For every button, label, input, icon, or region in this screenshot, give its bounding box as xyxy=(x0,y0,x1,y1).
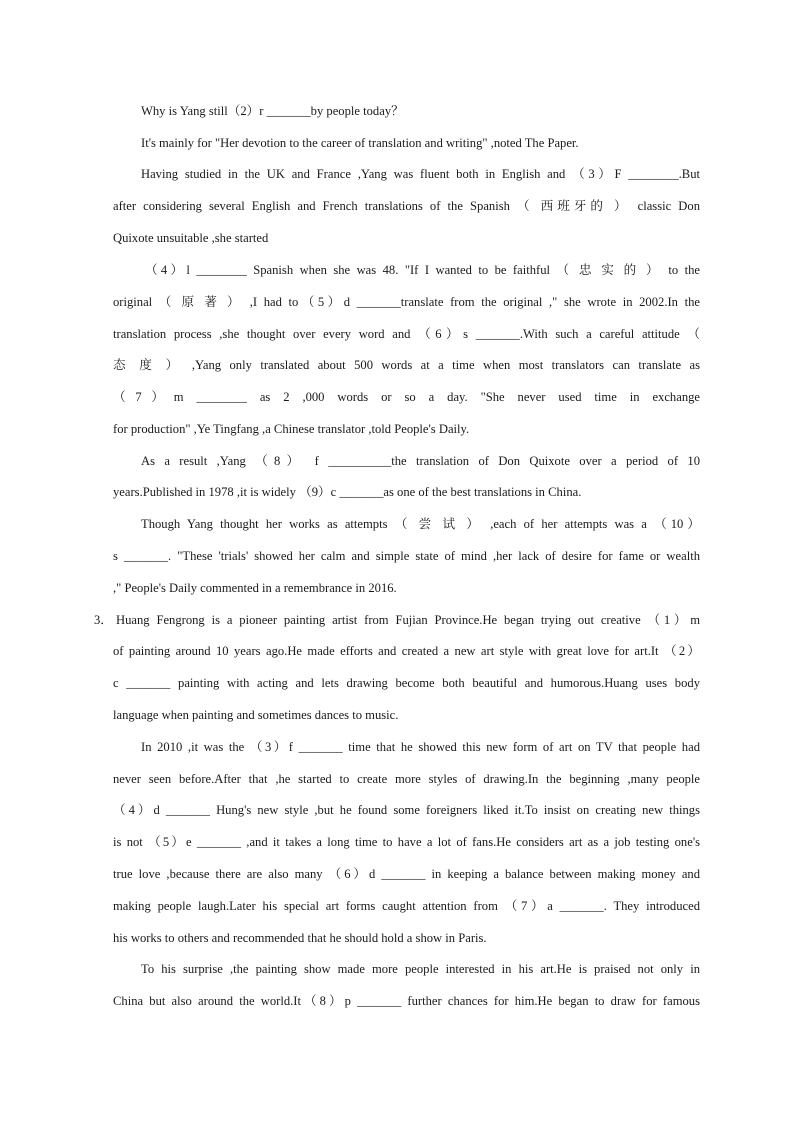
text-line: never seen before.After that ,he started to create more styles of drawing.In the beginning ,many people xyxy=(113,772,700,786)
text-line: （7）m ________ as 2 ,000 words or so a day. "She never used time in exchange xyxy=(113,390,700,404)
text-line: China but also around the world.It（8）p _______ further chances for him.He began to draw for famous xyxy=(113,994,700,1008)
text-line: his works to others and recommended that he should hold a show in Paris. xyxy=(113,931,487,945)
text-line: of painting around 10 years ago.He made efforts and created a new art style with great love for art.It （2） xyxy=(113,644,700,658)
text-line: Though Yang thought her works as attempts （ 尝 试 ） ,each of her attempts was a （10） xyxy=(141,517,700,531)
text-line: Having studied in the UK and France ,Yang was fluent both in English and （3）F ________.But xyxy=(141,167,700,181)
text-line: making people laugh.Later his special art forms caught attention from （7）a _______. They introduced xyxy=(113,899,700,913)
text-line: true love ,because there are also many （6）d _______ in keeping a balance between making money and xyxy=(113,867,700,881)
text-line: 态 度 ） ,Yang only translated about 500 words at a time when most translators can translate as xyxy=(113,358,700,372)
text-line: （4）d _______ Hung's new style ,but he found some foreigners liked it.To insist on creating new things xyxy=(113,803,700,817)
text-line: To his surprise ,the painting show made more people interested in his art.He is praised not only in xyxy=(141,962,700,976)
text-line: after considering several English and French translations of the Spanish （ 西班牙的 ） classic Don xyxy=(113,199,700,213)
text-line: s _______. "These 'trials' showed her calm and simple state of mind ,her lack of desire for fame or wealth xyxy=(113,549,700,563)
text-line: Huang Fengrong is a pioneer painting artist from Fujian Province.He began trying out creative （1）m xyxy=(116,613,700,627)
text-line: In 2010 ,it was the （3）f _______ time that he showed this new form of art on TV that people had xyxy=(141,740,700,754)
text-line: As a result ,Yang （8） f __________the translation of Don Quixote over a period of 10 xyxy=(141,454,700,468)
text-line: original （ 原 著 ） ,I had to（5）d _______translate from the original ," she wrote in 2002.In the xyxy=(113,295,700,309)
text-line: translation process ,she thought over every word and （6）s _______.With such a careful attitude （ xyxy=(113,327,700,341)
text-line: Why is Yang still（2）r _______by people today？ xyxy=(141,104,404,118)
question-number: 3． xyxy=(94,613,113,627)
text-line: It's mainly for "Her devotion to the career of translation and writing" ,noted The Paper. xyxy=(141,136,579,150)
text-line: （4）l ________ Spanish when she was 48. "If I wanted to be faithful （ 忠 实 的 ） to the xyxy=(145,263,700,277)
text-line: language when painting and sometimes dances to music. xyxy=(113,708,399,722)
text-line: Quixote unsuitable ,she started xyxy=(113,231,269,245)
text-line: c _______ painting with acting and lets drawing become both beautiful and humorous.Huang uses body xyxy=(113,676,700,690)
text-line: is not （5）e _______ ,and it takes a long time to have a lot of fans.He considers art as a job testing one's xyxy=(113,835,700,849)
text-line: years.Published in 1978 ,it is widely （9）c _______as one of the best translations in China. xyxy=(113,485,582,499)
text-line: ," People's Daily commented in a remembrance in 2016. xyxy=(113,581,397,595)
text-line: for production" ,Ye Tingfang ,a Chinese translator ,told People's Daily. xyxy=(113,422,470,436)
